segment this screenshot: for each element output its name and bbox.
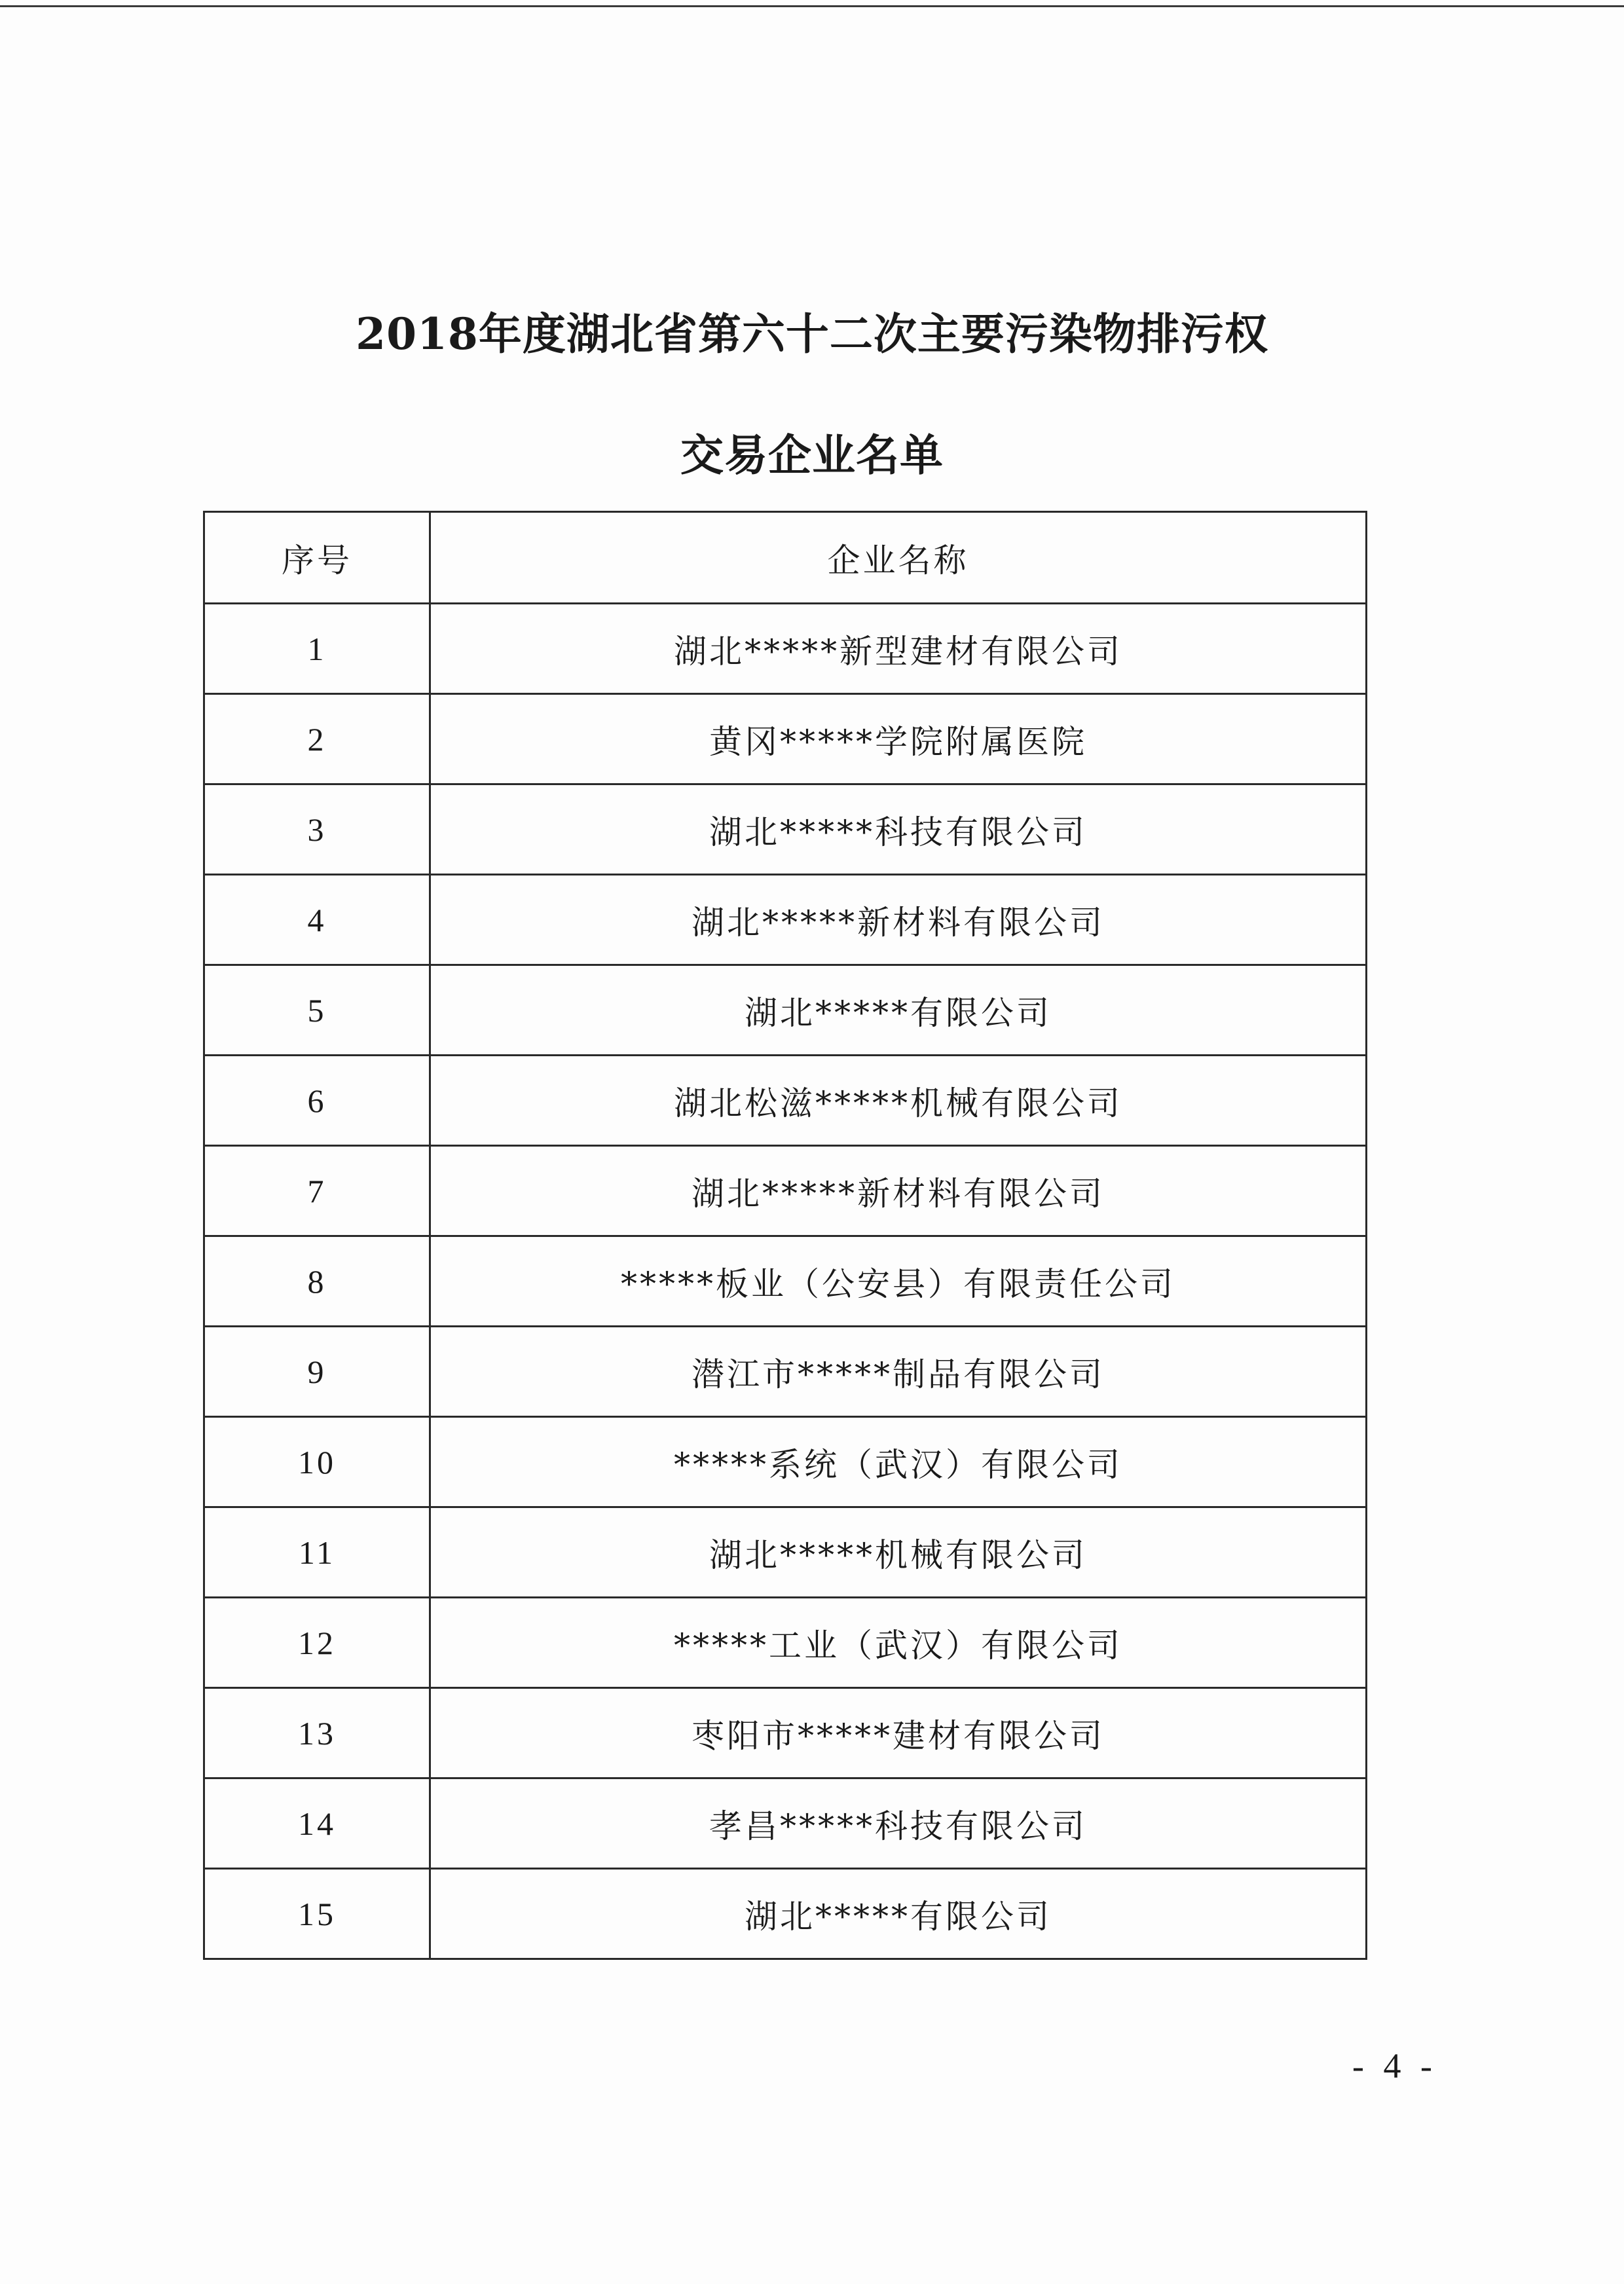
row-company-name: 湖北*****新材料有限公司 — [430, 1146, 1367, 1236]
table-row — [204, 1236, 1367, 1327]
row-index: 4 — [204, 875, 430, 965]
table-row — [204, 1146, 1367, 1236]
table-row — [204, 1417, 1367, 1507]
row-company-name: 湖北*****新材料有限公司 — [430, 875, 1367, 965]
row-index: 6 — [204, 1056, 430, 1146]
row-company-name: 湖北*****有限公司 — [430, 1869, 1367, 1959]
row-index: 10 — [204, 1417, 430, 1507]
table-row — [204, 1327, 1367, 1417]
table-row — [204, 1507, 1367, 1598]
table-header-row — [204, 512, 1367, 604]
table-row — [204, 965, 1367, 1056]
row-company-name: 湖北*****科技有限公司 — [430, 784, 1367, 875]
row-company-name: 枣阳市*****建材有限公司 — [430, 1688, 1367, 1778]
row-index: 7 — [204, 1146, 430, 1236]
company-table — [203, 511, 1367, 1960]
row-company-name: *****板业（公安县）有限责任公司 — [430, 1236, 1367, 1327]
row-index: 5 — [204, 965, 430, 1056]
table-row — [204, 604, 1367, 694]
table-row — [204, 1869, 1367, 1959]
table-row — [204, 1056, 1367, 1146]
document-subtitle: 交易企业名单 — [680, 430, 944, 481]
row-index: 8 — [204, 1236, 430, 1327]
row-index: 13 — [204, 1688, 430, 1778]
document-title: 2018年度湖北省第六十二次主要污染物排污权 — [356, 308, 1268, 359]
row-index: 9 — [204, 1327, 430, 1417]
table-row — [204, 1598, 1367, 1688]
table-row — [204, 1688, 1367, 1778]
header-index: 序号 — [204, 512, 430, 604]
row-company-name: 湖北*****机械有限公司 — [430, 1507, 1367, 1598]
row-company-name: 湖北*****新型建材有限公司 — [430, 604, 1367, 694]
table-row — [204, 784, 1367, 875]
page-number: - 4 - — [1352, 2046, 1437, 2086]
row-index: 1 — [204, 604, 430, 694]
row-company-name: *****系统（武汉）有限公司 — [430, 1417, 1367, 1507]
row-company-name: 潜江市*****制品有限公司 — [430, 1327, 1367, 1417]
row-company-name: *****工业（武汉）有限公司 — [430, 1598, 1367, 1688]
row-index: 2 — [204, 694, 430, 784]
row-company-name: 黄冈*****学院附属医院 — [430, 694, 1367, 784]
table-row — [204, 875, 1367, 965]
header-company-name: 企业名称 — [430, 512, 1367, 604]
row-company-name: 湖北*****有限公司 — [430, 965, 1367, 1056]
row-index: 11 — [204, 1507, 430, 1598]
row-company-name: 孝昌*****科技有限公司 — [430, 1778, 1367, 1869]
row-index: 14 — [204, 1778, 430, 1869]
row-index: 3 — [204, 784, 430, 875]
row-index: 12 — [204, 1598, 430, 1688]
table-row — [204, 694, 1367, 784]
row-index: 15 — [204, 1869, 430, 1959]
top-rule — [0, 5, 1624, 7]
table-row — [204, 1778, 1367, 1869]
row-company-name: 湖北松滋*****机械有限公司 — [430, 1056, 1367, 1146]
